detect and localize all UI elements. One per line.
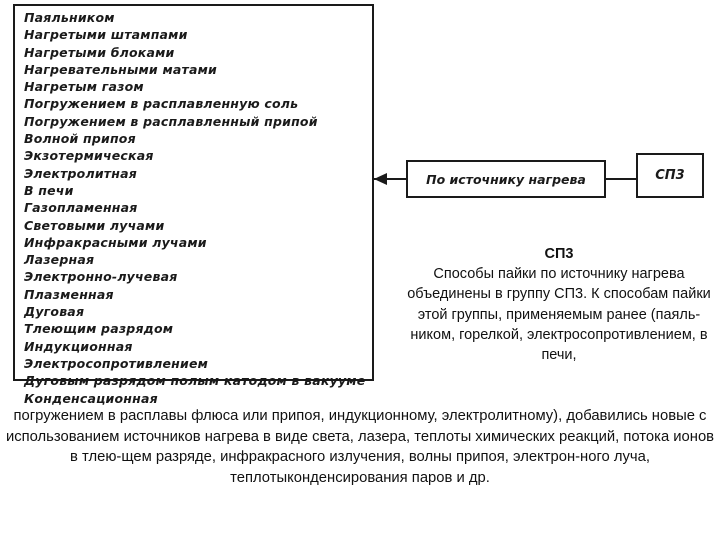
method-item: Дуговая	[24, 304, 85, 320]
method-item: Нагретым газом	[24, 79, 144, 95]
group-description-text: Способы пайки по источнику нагрева объединены в группу СП3. К способам пайки этой группы, применяемым ранее (паяль-ником, горелкой, электросопротивлением, в печи,	[407, 266, 711, 364]
soldering-methods-list	[24, 9, 372, 407]
method-item: В печи	[24, 182, 74, 198]
method-item: Конденсационная	[24, 390, 158, 406]
arrowhead-icon	[374, 173, 387, 185]
classifier-label: По источнику нагрева	[426, 171, 586, 187]
method-item: Плазменная	[24, 286, 114, 302]
method-item: Волной припоя	[24, 131, 136, 147]
method-item: Нагретыми штампами	[24, 27, 188, 43]
group-description	[400, 244, 718, 365]
method-item: Электронно-лучевая	[24, 269, 178, 285]
group-label: СП3	[655, 168, 685, 183]
soldering-methods-box	[13, 4, 374, 406]
method-item: Световыми лучами	[24, 217, 165, 233]
method-item: Тлеющим разрядом	[24, 321, 174, 337]
method-item: Дуговым разрядом полым катодом в вакууме	[24, 373, 366, 389]
method-item: Лазерная	[24, 252, 95, 268]
method-item: Нагретыми блоками	[24, 44, 175, 60]
method-item: Инфракрасными лучами	[24, 234, 207, 250]
bottom-paragraph: погружением в расплавы флюса или припоя, индукционному, электролитному), добавились новые с использованием источников нагрева в виде света, лазера, теплоты химических реакций, потока ионов в тлею-щем разряде, инфракрасного излучения, волны припоя, электрон-ного луча, теплотыконденсирования паров и др.	[5, 408, 715, 486]
method-item: Нагревательными матами	[24, 61, 217, 77]
group-code: СП3	[544, 246, 574, 262]
group-box	[636, 153, 704, 198]
method-item: Электролитная	[24, 165, 137, 181]
method-item: Экзотермическая	[24, 148, 154, 164]
method-item: Паяльником	[24, 10, 115, 25]
method-item: Погружением в расплавленную соль	[24, 96, 299, 112]
method-item: Электросопротивлением	[24, 355, 209, 371]
method-item: Индукционная	[24, 338, 133, 354]
method-item: Погружением в расплавленный припой	[24, 113, 318, 129]
classifier-box	[406, 160, 606, 198]
method-item: Газопламенная	[24, 200, 138, 216]
